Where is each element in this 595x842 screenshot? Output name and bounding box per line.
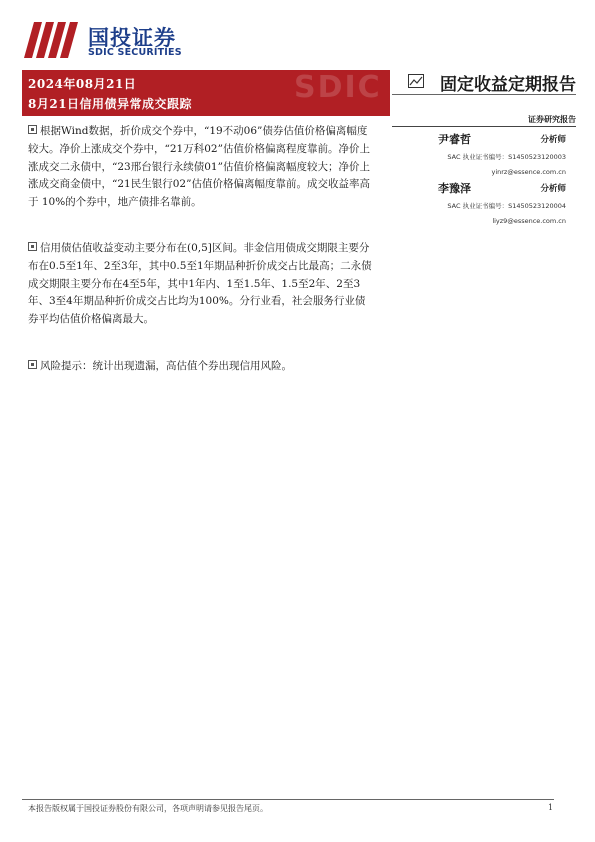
analyst-role: 分析师 bbox=[540, 135, 566, 145]
bullet-icon bbox=[28, 125, 37, 134]
risk-paragraph bbox=[28, 358, 374, 376]
analyst-name: 李豫泽 bbox=[438, 182, 471, 195]
analyst-sac: SAC 执业证书编号：S1450523120003 bbox=[447, 153, 566, 161]
footer-divider bbox=[22, 799, 554, 800]
analyst-divider bbox=[392, 126, 576, 127]
logo-mark-icon bbox=[22, 18, 82, 62]
report-date: 2024年08月21日 bbox=[28, 77, 137, 91]
logo-english-name: SDIC SECURITIES bbox=[88, 47, 182, 58]
bullet-icon bbox=[28, 242, 37, 251]
analyst-email[interactable]: yinrz@essence.com.cn bbox=[491, 168, 566, 176]
page-number: 1 bbox=[548, 803, 554, 812]
analyst-card bbox=[392, 180, 576, 260]
paragraph-text: 风险提示：统计出现遗漏，高估值个券出现信用风险。 bbox=[40, 360, 292, 372]
logo-chinese-name: 国投证券 bbox=[88, 26, 176, 50]
header-divider bbox=[392, 94, 576, 95]
company-logo bbox=[22, 18, 197, 62]
footer-disclaimer: 本报告版权属于国投证券股份有限公司，各项声明请参见报告尾页。 bbox=[28, 804, 268, 813]
analyst-email[interactable]: liyz9@essence.com.cn bbox=[492, 217, 566, 225]
analyst-name: 尹睿哲 bbox=[438, 133, 471, 146]
chart-icon bbox=[408, 74, 424, 88]
report-subtype: 证券研究报告 bbox=[528, 114, 576, 124]
summary-paragraph bbox=[28, 240, 374, 329]
analyst-role: 分析师 bbox=[540, 184, 566, 194]
banner-watermark: SDIC bbox=[294, 70, 382, 105]
paragraph-text: 信用债估值收益变动主要分布在(0,5]区间。非金信用债成交期限主要分布在0.5至1年、2至3年，其中0.5至1年期品种折价成交占比最高；二永债成交期限主要分布在4至5年，其中1年内、1至1.5年、1.5至2年、2至3年、3至4年期品种折价成交占比均为100%。分行业看，社会服务行业债券平均估值价格偏离最大。 bbox=[28, 242, 372, 326]
analyst-sac: SAC 执业证书编号：S1450523120004 bbox=[447, 202, 566, 210]
report-title: 8月21日信用债异常成交跟踪 bbox=[28, 97, 193, 111]
paragraph-text: 根据Wind数据，折价成交个券中，“19不动06”债券估值价格偏离幅度较大。净价上涨成交个券中，“21万科02”估值价格偏离程度靠前。净价上涨成交二永债中，“23邢台银行永续债01”估值价格偏离幅度较大；净价上涨成交商金债中，“21民生银行02”估值价格偏离幅度靠前。成交收益率高于 10%的个券中，地产债排名靠前。 bbox=[28, 125, 370, 209]
summary-paragraph bbox=[28, 123, 374, 212]
report-type-label: 固定收益定期报告 bbox=[440, 75, 576, 95]
title-banner bbox=[22, 70, 390, 116]
report-type-heading bbox=[408, 70, 576, 94]
bullet-icon bbox=[28, 360, 37, 369]
